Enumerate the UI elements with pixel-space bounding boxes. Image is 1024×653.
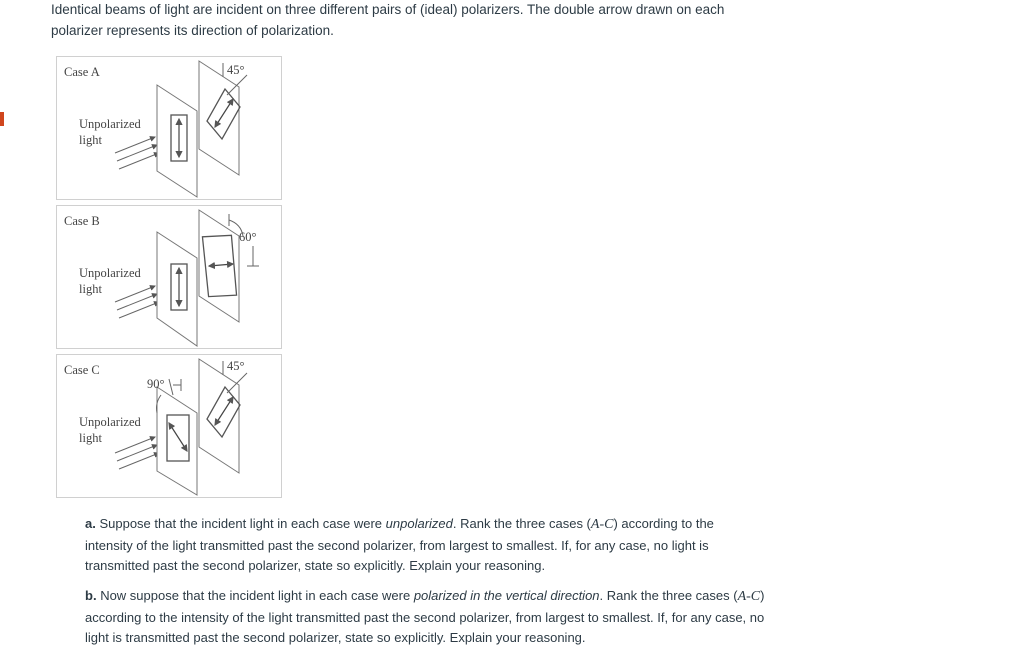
question-b-label: b. [85, 588, 97, 603]
case-a-light-label-1: Unpolarized [79, 117, 141, 131]
question-a-text-3: ) according to the intensity of the light transmitted past the second polarizer, from largest to smallest. If, for any case, no light is transmitted past the second polarizer, state so explicitly. Explain your reasoning. [85, 516, 714, 573]
question-b-text-1: Now suppose that the incident light in each case were [100, 588, 414, 603]
problem-intro: Identical beams of light are incident on three different pairs of (ideal) polarizers. The double arrow drawn on each polarizer represents its direction of polarization. [51, 2, 725, 38]
case-c-light-label-1: Unpolarized [79, 415, 141, 429]
case-b-title: Case B [64, 214, 100, 228]
case-c-title: Case C [64, 363, 100, 377]
case-a-title: Case A [64, 65, 100, 79]
question-a-emphasis: unpolarized [385, 516, 453, 531]
case-c-panel [56, 354, 282, 498]
case-b-light-label-1: Unpolarized [79, 266, 141, 280]
case-b-panel [56, 205, 282, 349]
case-a-light-label-2: light [79, 133, 102, 147]
edge-marker [0, 112, 4, 126]
case-a-angle-label: 45° [227, 63, 245, 77]
case-c-angle-label: 45° [227, 359, 245, 373]
question-a [85, 514, 765, 577]
question-a-text-1: Suppose that the incident light in each case were [99, 516, 386, 531]
question-a-text-2: . Rank the three cases ( [452, 516, 591, 531]
question-b-emphasis: polarized in the vertical direction [413, 588, 600, 603]
question-b-range: A-C [737, 589, 761, 604]
question-a-range: A-C [590, 517, 614, 532]
case-b-light-label-2: light [79, 282, 102, 296]
question-b-text-3: ) according to the intensity of the light transmitted past the second polarizer, from largest to smallest. If, for any case, no light is transmitted past the second polarizer, state so explicitly. Explain your reasoning. [85, 588, 765, 645]
case-c-first-angle-label: 90° [147, 377, 165, 391]
question-b-text-2: . Rank the three cases ( [599, 588, 738, 603]
question-a-label: a. [85, 516, 96, 531]
case-c-light-label-2: light [79, 431, 102, 445]
question-b [85, 586, 765, 649]
case-a-panel [56, 56, 282, 200]
case-b-angle-label: 60° [239, 230, 257, 244]
